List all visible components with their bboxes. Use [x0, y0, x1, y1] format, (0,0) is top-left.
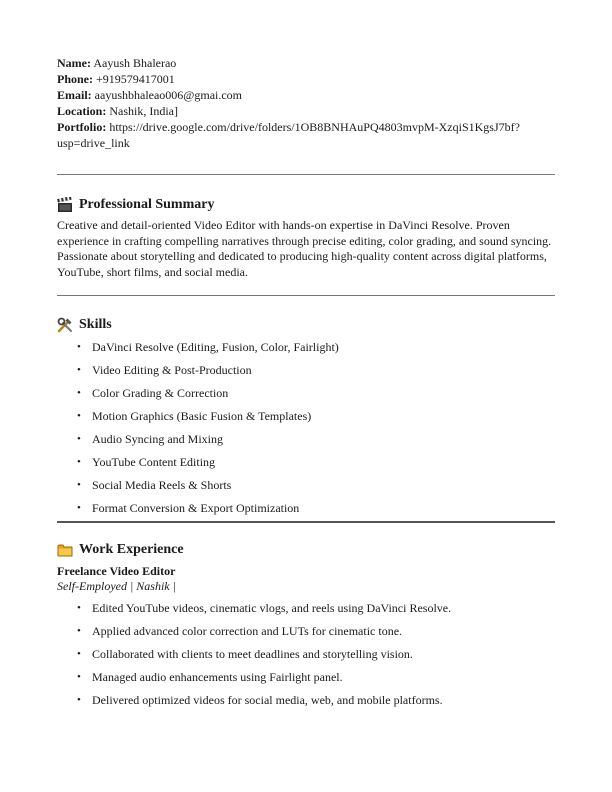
phone-value: +919579417001: [96, 72, 175, 86]
skills-section: [57, 315, 555, 520]
summary-line: Creative and detail-oriented Video Editor with hands-on expertise in DaVinci Resolve. Proven: [57, 218, 510, 232]
skill-item: • Social Media Reels & Shorts: [57, 474, 555, 497]
summary-line: Passionate about storytelling and dedicated to producing high-quality content across digital platforms,: [57, 249, 547, 263]
portfolio-link[interactable]: https://drive.google.com/drive/folders/1OB8BNHAuPQ4803mvpM-XzqiS1KgsJ7bf?: [109, 120, 520, 134]
contact-portfolio-line: [57, 119, 555, 135]
divider-3: [57, 521, 555, 523]
folder-icon: [57, 542, 73, 558]
experience-item: • Applied advanced color correction and LUTs for cinematic tone.: [57, 620, 555, 643]
job-title: Freelance Video Editor: [57, 564, 176, 578]
experience-item: • Edited YouTube videos, cinematic vlogs, and reels using DaVinci Resolve.: [57, 597, 555, 620]
experience-item: • Delivered optimized videos for social media, web, and mobile platforms.: [57, 689, 555, 712]
contact-block: [57, 55, 555, 151]
divider-2: [57, 295, 555, 296]
skills-heading: [57, 315, 555, 335]
tools-icon: [57, 317, 73, 333]
contact-email-line: [57, 87, 555, 103]
skill-item: • Motion Graphics (Basic Fusion & Templates): [57, 405, 555, 428]
resume-page: [57, 55, 555, 712]
experience-list: [57, 597, 555, 712]
portfolio-label: Portfolio:: [57, 120, 107, 134]
divider-1: [57, 174, 555, 175]
contact-location-line: [57, 103, 555, 119]
skill-item: • Video Editing & Post-Production: [57, 359, 555, 382]
experience-item: • Managed audio enhancements using Fairlight panel.: [57, 666, 555, 689]
contact-name-line: [57, 55, 555, 71]
summary-section: [57, 195, 555, 280]
portfolio-link-continued[interactable]: usp=drive_link: [57, 136, 130, 150]
summary-heading: [57, 195, 555, 215]
skill-item: • Color Grading & Correction: [57, 382, 555, 405]
location-label: Location:: [57, 104, 107, 118]
clapperboard-icon: [57, 197, 73, 213]
location-value: Nashik, India]: [109, 104, 178, 118]
job-meta: Self-Employed | Nashik |: [57, 579, 176, 593]
skill-item: • DaVinci Resolve (Editing, Fusion, Color, Fairlight): [57, 336, 555, 359]
summary-line: YouTube, short films, and social media.: [57, 264, 249, 279]
summary-line: experience in crafting compelling narratives through precise editing, color grading, and sound syncing.: [57, 233, 552, 248]
experience-item: • Collaborated with clients to meet deadlines and storytelling vision.: [57, 643, 555, 666]
experience-heading-text: Work Experience: [79, 542, 184, 557]
experience-section: [57, 540, 555, 712]
skill-item: • Format Conversion & Export Optimization: [57, 497, 555, 520]
skill-item: • Audio Syncing and Mixing: [57, 428, 555, 451]
phone-label: Phone:: [57, 72, 93, 86]
skills-list: [57, 336, 555, 520]
name-value: Aayush Bhalerao: [93, 56, 177, 70]
experience-heading: [57, 540, 555, 560]
skills-heading-text: Skills: [79, 317, 112, 332]
email-label: Email:: [57, 88, 92, 102]
contact-portfolio-line-2: [57, 135, 555, 151]
name-label: Name:: [57, 56, 91, 70]
summary-heading-text: Professional Summary: [79, 197, 215, 212]
contact-phone-line: [57, 71, 555, 87]
skill-item: • YouTube Content Editing: [57, 451, 555, 474]
email-value: aayushbhaleao006@gmai.com: [94, 88, 243, 102]
